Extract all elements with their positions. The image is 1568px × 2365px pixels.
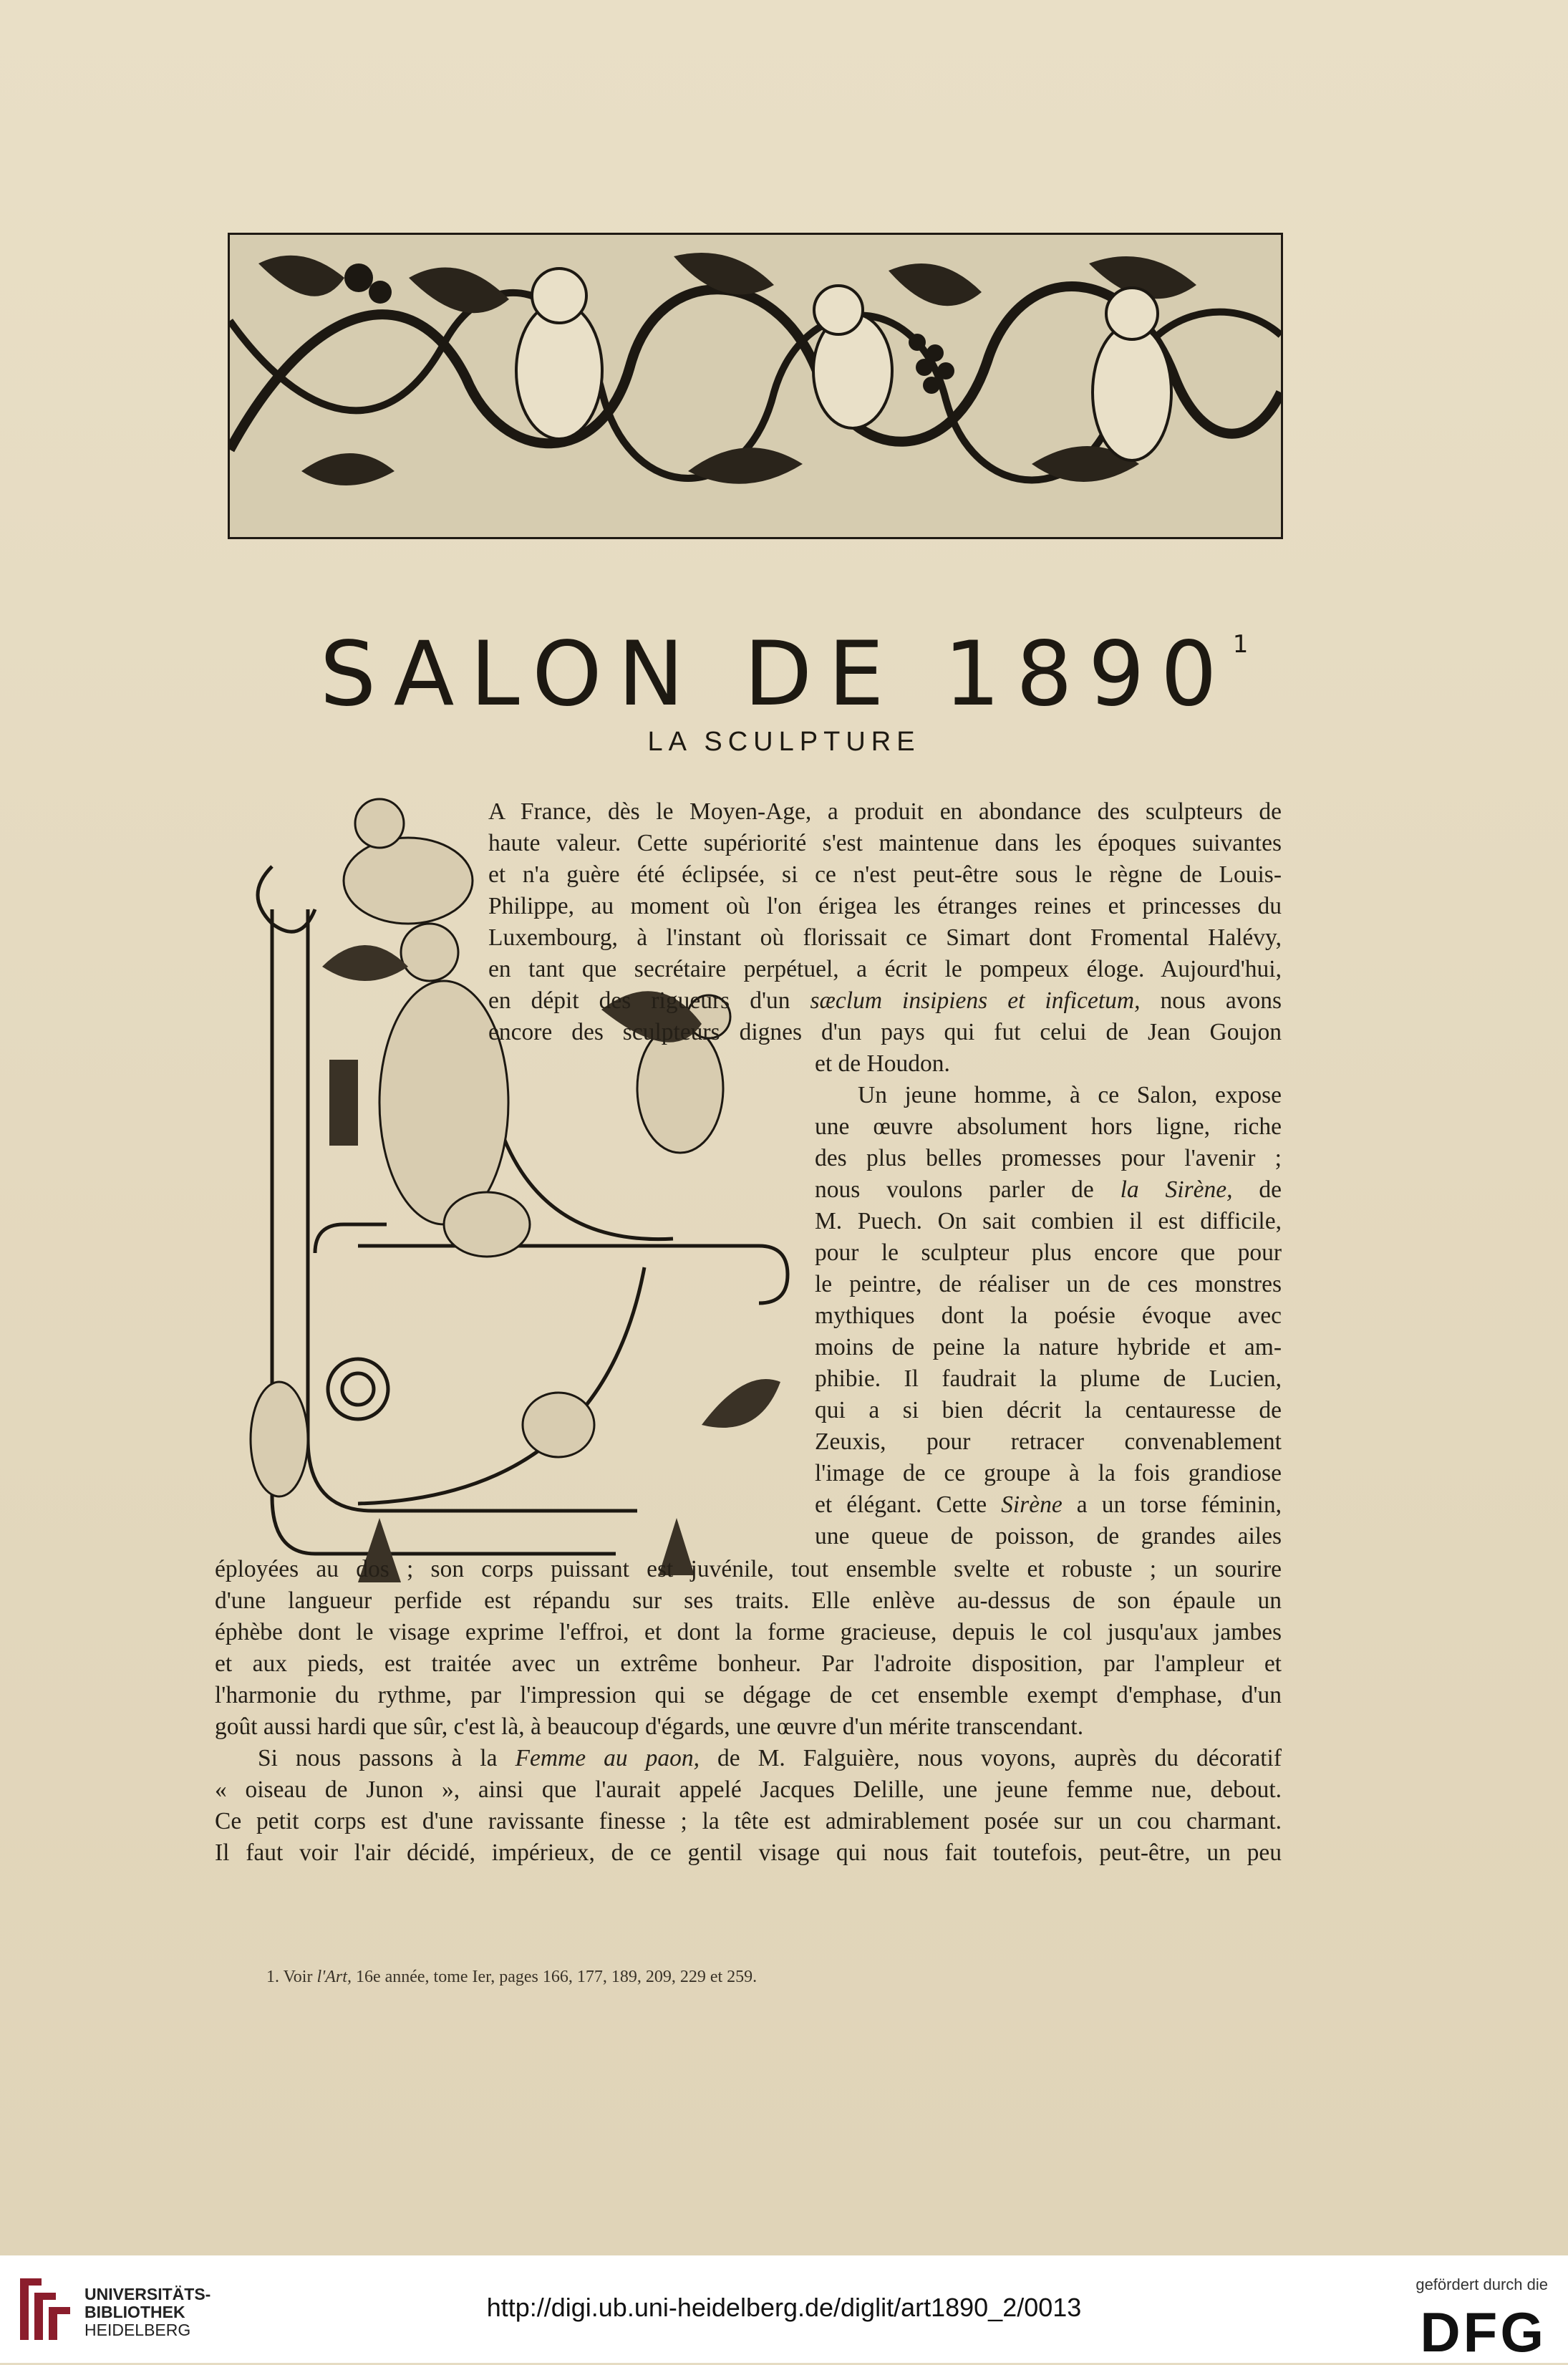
- text-line: Un jeune homme, à ce Salon, expose: [858, 1082, 1282, 1108]
- text-line: éployées au dos ; son corps puissant est juvénile, tout ensemble svelte et robuste ; un sourire: [215, 1556, 1282, 1582]
- text-line: moins de peine la nature hybride et am-: [815, 1334, 1282, 1360]
- text-line: goût aussi hardi que sûr, c'est là, à beaucoup d'égards, une œuvre d'un mérite transcendant.: [215, 1713, 1084, 1740]
- text-line: l'image de ce groupe à la fois grandiose: [815, 1460, 1282, 1486]
- text-line: encore des sculpteurs dignes d'un pays qui fut celui de Jean Goujon: [488, 1019, 1282, 1045]
- text-line: éphèbe dont le visage exprime l'effroi, et dont la forme gracieuse, depuis le col jusqu'aux jambes: [215, 1619, 1282, 1645]
- university-library-name: UNIVERSITÄTS- BIBLIOTHEK HEIDELBERG: [84, 2285, 211, 2339]
- text-line: nous voulons parler de la Sirène, de: [815, 1176, 1282, 1203]
- section-subtitle: LA SCULPTURE: [647, 727, 921, 757]
- text-line: des plus belles promesses pour l'avenir ;: [815, 1145, 1282, 1171]
- text-line: Zeuxis, pour retracer convenablement: [815, 1428, 1282, 1455]
- text-line: Il faut voir l'air décidé, impérieux, de ce gentil visage qui nous fait toutefois, peut-être, un peu: [215, 1839, 1282, 1866]
- text-line: Si nous passons à la Femme au paon, de M. Falguière, nous voyons, auprès du décoratif: [258, 1745, 1282, 1771]
- text-line: Luxembourg, à l'instant où florissait ce Simart dont Fromental Halévy,: [488, 924, 1282, 951]
- text-line: « oiseau de Junon », ainsi que l'aurait appelé Jacques Delille, une jeune femme nue, debout.: [215, 1776, 1282, 1803]
- text-line: d'une langueur perfide est répandu sur ses traits. Elle enlève au-dessus de son épaule un: [215, 1587, 1282, 1614]
- text-line: une queue de poisson, de grandes ailes: [815, 1523, 1282, 1549]
- text-line: en tant que secrétaire perpétuel, a écrit le pompeux éloge. Aujourd'hui,: [488, 956, 1282, 982]
- footnote: 1. Voir l'Art, 16e année, tome Ier, pages 166, 177, 189, 209, 229 et 259.: [266, 1968, 758, 1986]
- text-line: A France, dès le Moyen-Age, a produit en abondance des sculpteurs de: [488, 798, 1282, 825]
- text-line: et élégant. Cette Sirène a un torse féminin,: [815, 1491, 1282, 1518]
- text-line: qui a si bien décrit la centauresse de: [815, 1397, 1282, 1423]
- text-line: Ce petit corps est d'une ravissante finesse ; la tête est admirablement posée sur un cou charmant.: [215, 1808, 1282, 1834]
- text-line: et n'a guère été éclipsée, si ce n'est peut-être sous le règne de Louis-: [488, 861, 1282, 888]
- title-footnote-marker: 1: [1232, 630, 1249, 659]
- text-line: le peintre, de réaliser un de ces monstres: [815, 1271, 1282, 1297]
- dfg-logo: DFG: [1420, 2301, 1547, 2364]
- acanthus-cherubs-frieze: [230, 235, 1281, 537]
- permalink-url[interactable]: http://digi.ub.uni-heidelberg.de/diglit/art1890_2/0013: [486, 2293, 1082, 2322]
- text-line: et aux pieds, est traitée avec un extrême bonheur. Par l'adroite disposition, par l'ampleur et: [215, 1650, 1282, 1677]
- text-line: M. Puech. On sait combien il est difficile,: [815, 1208, 1282, 1234]
- digitization-footer: [0, 2255, 1568, 2363]
- text-line: en dépit des rigueurs d'un sæclum insipiens et inficetum, nous avons: [488, 987, 1282, 1014]
- text-line: et de Houdon.: [815, 1050, 950, 1077]
- text-line: pour le sculpteur plus encore que pour: [815, 1239, 1282, 1266]
- text-line: mythiques dont la poésie évoque avec: [815, 1302, 1282, 1329]
- text-line: haute valeur. Cette supériorité s'est maintenue dans les époques suivantes: [488, 830, 1282, 856]
- sponsor-label: gefördert durch die: [1415, 2275, 1548, 2293]
- page-title: SALON DE 1890$^1$: [319, 623, 1249, 726]
- text-line: phibie. Il faudrait la plume de Lucien,: [815, 1365, 1282, 1392]
- text-line: une œuvre absolument hors ligne, riche: [815, 1113, 1282, 1140]
- text-line: l'harmonie du rythme, par l'impression qui se dégage de cet ensemble exempt d'emphase, d'un: [215, 1682, 1282, 1708]
- text-line: Philippe, au moment où l'on érigea les étranges reines et princesses du: [488, 893, 1282, 919]
- ornamental-header-engraving: [228, 233, 1283, 539]
